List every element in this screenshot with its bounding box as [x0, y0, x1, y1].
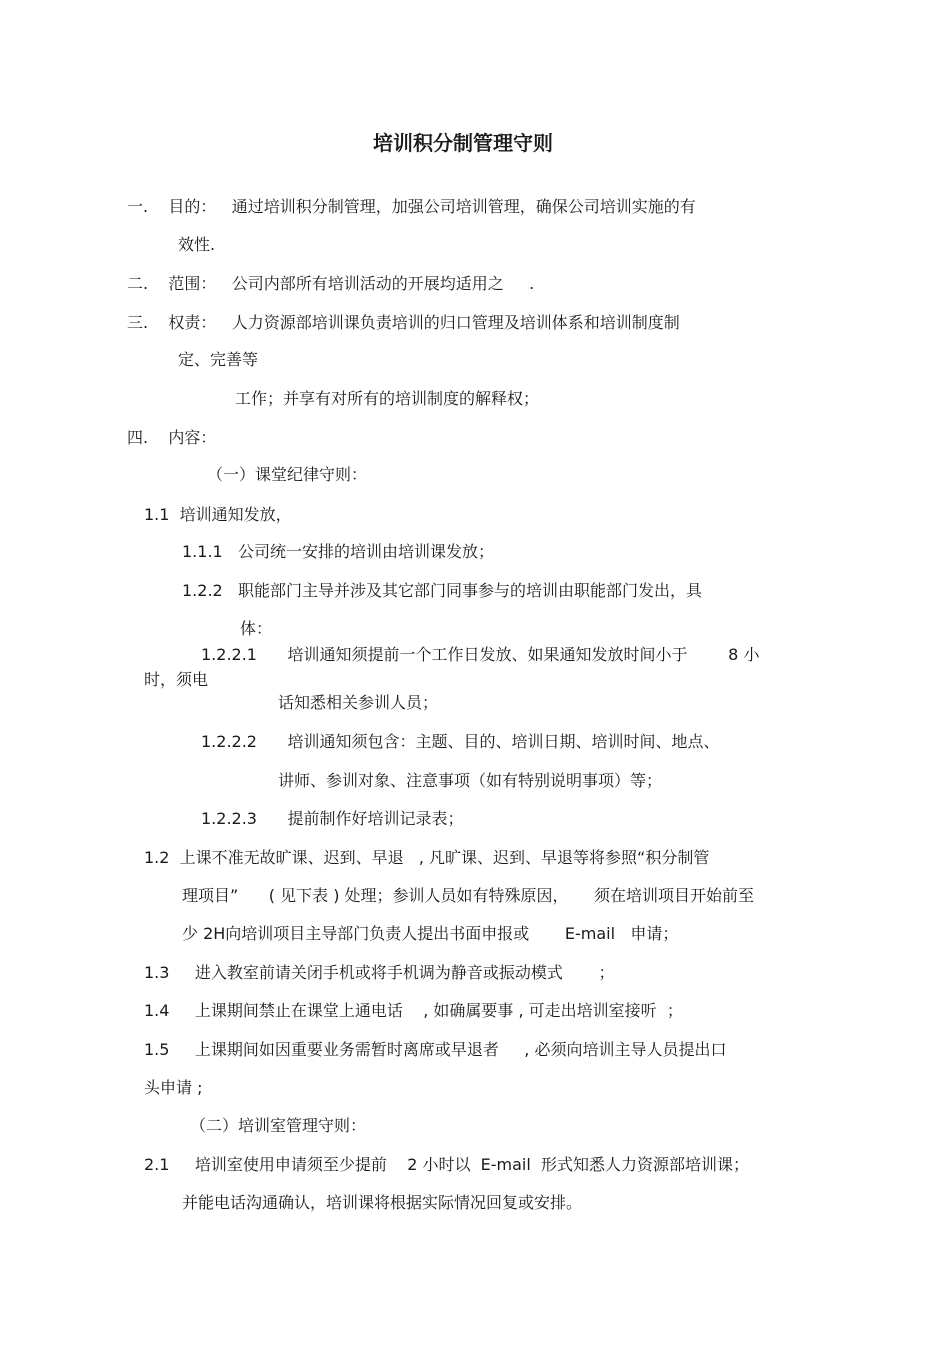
item-1-2-2-cont: 体：: [240, 619, 273, 638]
item-1-2-2-3: 1.2.2.3 提前制作好培训记录表；: [201, 809, 464, 828]
item-1-2-cont: 理项目” ( 见下表 ) 处理；参训人员如有特殊原因， 须在培训项目开始前至: [182, 886, 754, 905]
item-1-4: 1.4 上课期间禁止在课堂上通电话 , 如确属要事 , 可走出培训室接听 ；: [144, 1001, 683, 1020]
section-3-responsibility-cont: 定、完善等: [178, 350, 259, 369]
section-1-purpose: 一. 目的： 通过培训积分制管理，加强公司培训管理，确保公司培训实施的有: [127, 197, 696, 216]
subsection-2-heading: （二）培训室管理守则：: [190, 1116, 367, 1135]
section-3-responsibility-cont-2: 工作；并享有对所有的培训制度的解释权；: [235, 389, 540, 408]
item-1-2-2-1-cont: 话知悉相关参训人员；: [278, 693, 439, 712]
item-1-1-1: 1.1.1 公司统一安排的培训由培训课发放；: [182, 542, 494, 561]
item-1-2-2-2-cont: 讲师、参训对象、注意事项（如有特别说明事项）等；: [278, 771, 663, 790]
item-1-5: 1.5 上课期间如因重要业务需暂时离席或早退者 , 必须向培训主导人员提出口: [144, 1040, 727, 1059]
document-title: 培训积分制管理守则: [373, 131, 553, 155]
item-2-1-cont: 并能电话沟通确认，培训课将根据实际情况回复或安排。: [182, 1193, 583, 1212]
section-4-content: 四. 内容：: [127, 428, 217, 447]
item-1-2-2: 1.2.2 职能部门主导并涉及其它部门同事参与的培训由职能部门发出，具: [182, 581, 702, 600]
item-1-2-2-1-wrap: 时，须电: [144, 670, 209, 689]
item-1-1: 1.1 培训通知发放，: [144, 505, 292, 524]
item-1-5-cont: 头申请 ;: [144, 1078, 203, 1097]
item-2-1: 2.1 培训室使用申请须至少提前 2 小时以 E-mail 形式知悉人力资源部培训课；: [144, 1155, 749, 1174]
item-1-2-2-1: 1.2.2.1 培训通知须提前一个工作日发放、如果通知发放时间小于 8 小: [201, 645, 760, 664]
item-1-3: 1.3 进入教室前请关闭手机或将手机调为静音或振动模式 ；: [144, 963, 615, 982]
subsection-1-heading: （一）课堂纪律守则：: [207, 465, 368, 484]
item-1-2: 1.2 上课不准无故旷课、迟到、早退 , 凡旷课、迟到、早退等将参照“积分制管: [144, 848, 710, 867]
item-1-2-cont-2: 少 2H向培训项目主导部门负责人提出书面申报或 E-mail 申请；: [182, 924, 679, 943]
item-1-2-2-2: 1.2.2.2 培训通知须包含：主题、目的、培训日期、培训时间、地点、: [201, 732, 720, 751]
section-2-scope: 二. 范围： 公司内部所有培训活动的开展均适用之 .: [127, 274, 535, 293]
section-3-responsibility: 三. 权责： 人力资源部培训课负责培训的归口管理及培训体系和培训制度制: [127, 313, 680, 332]
section-1-purpose-cont: 效性.: [178, 235, 216, 254]
